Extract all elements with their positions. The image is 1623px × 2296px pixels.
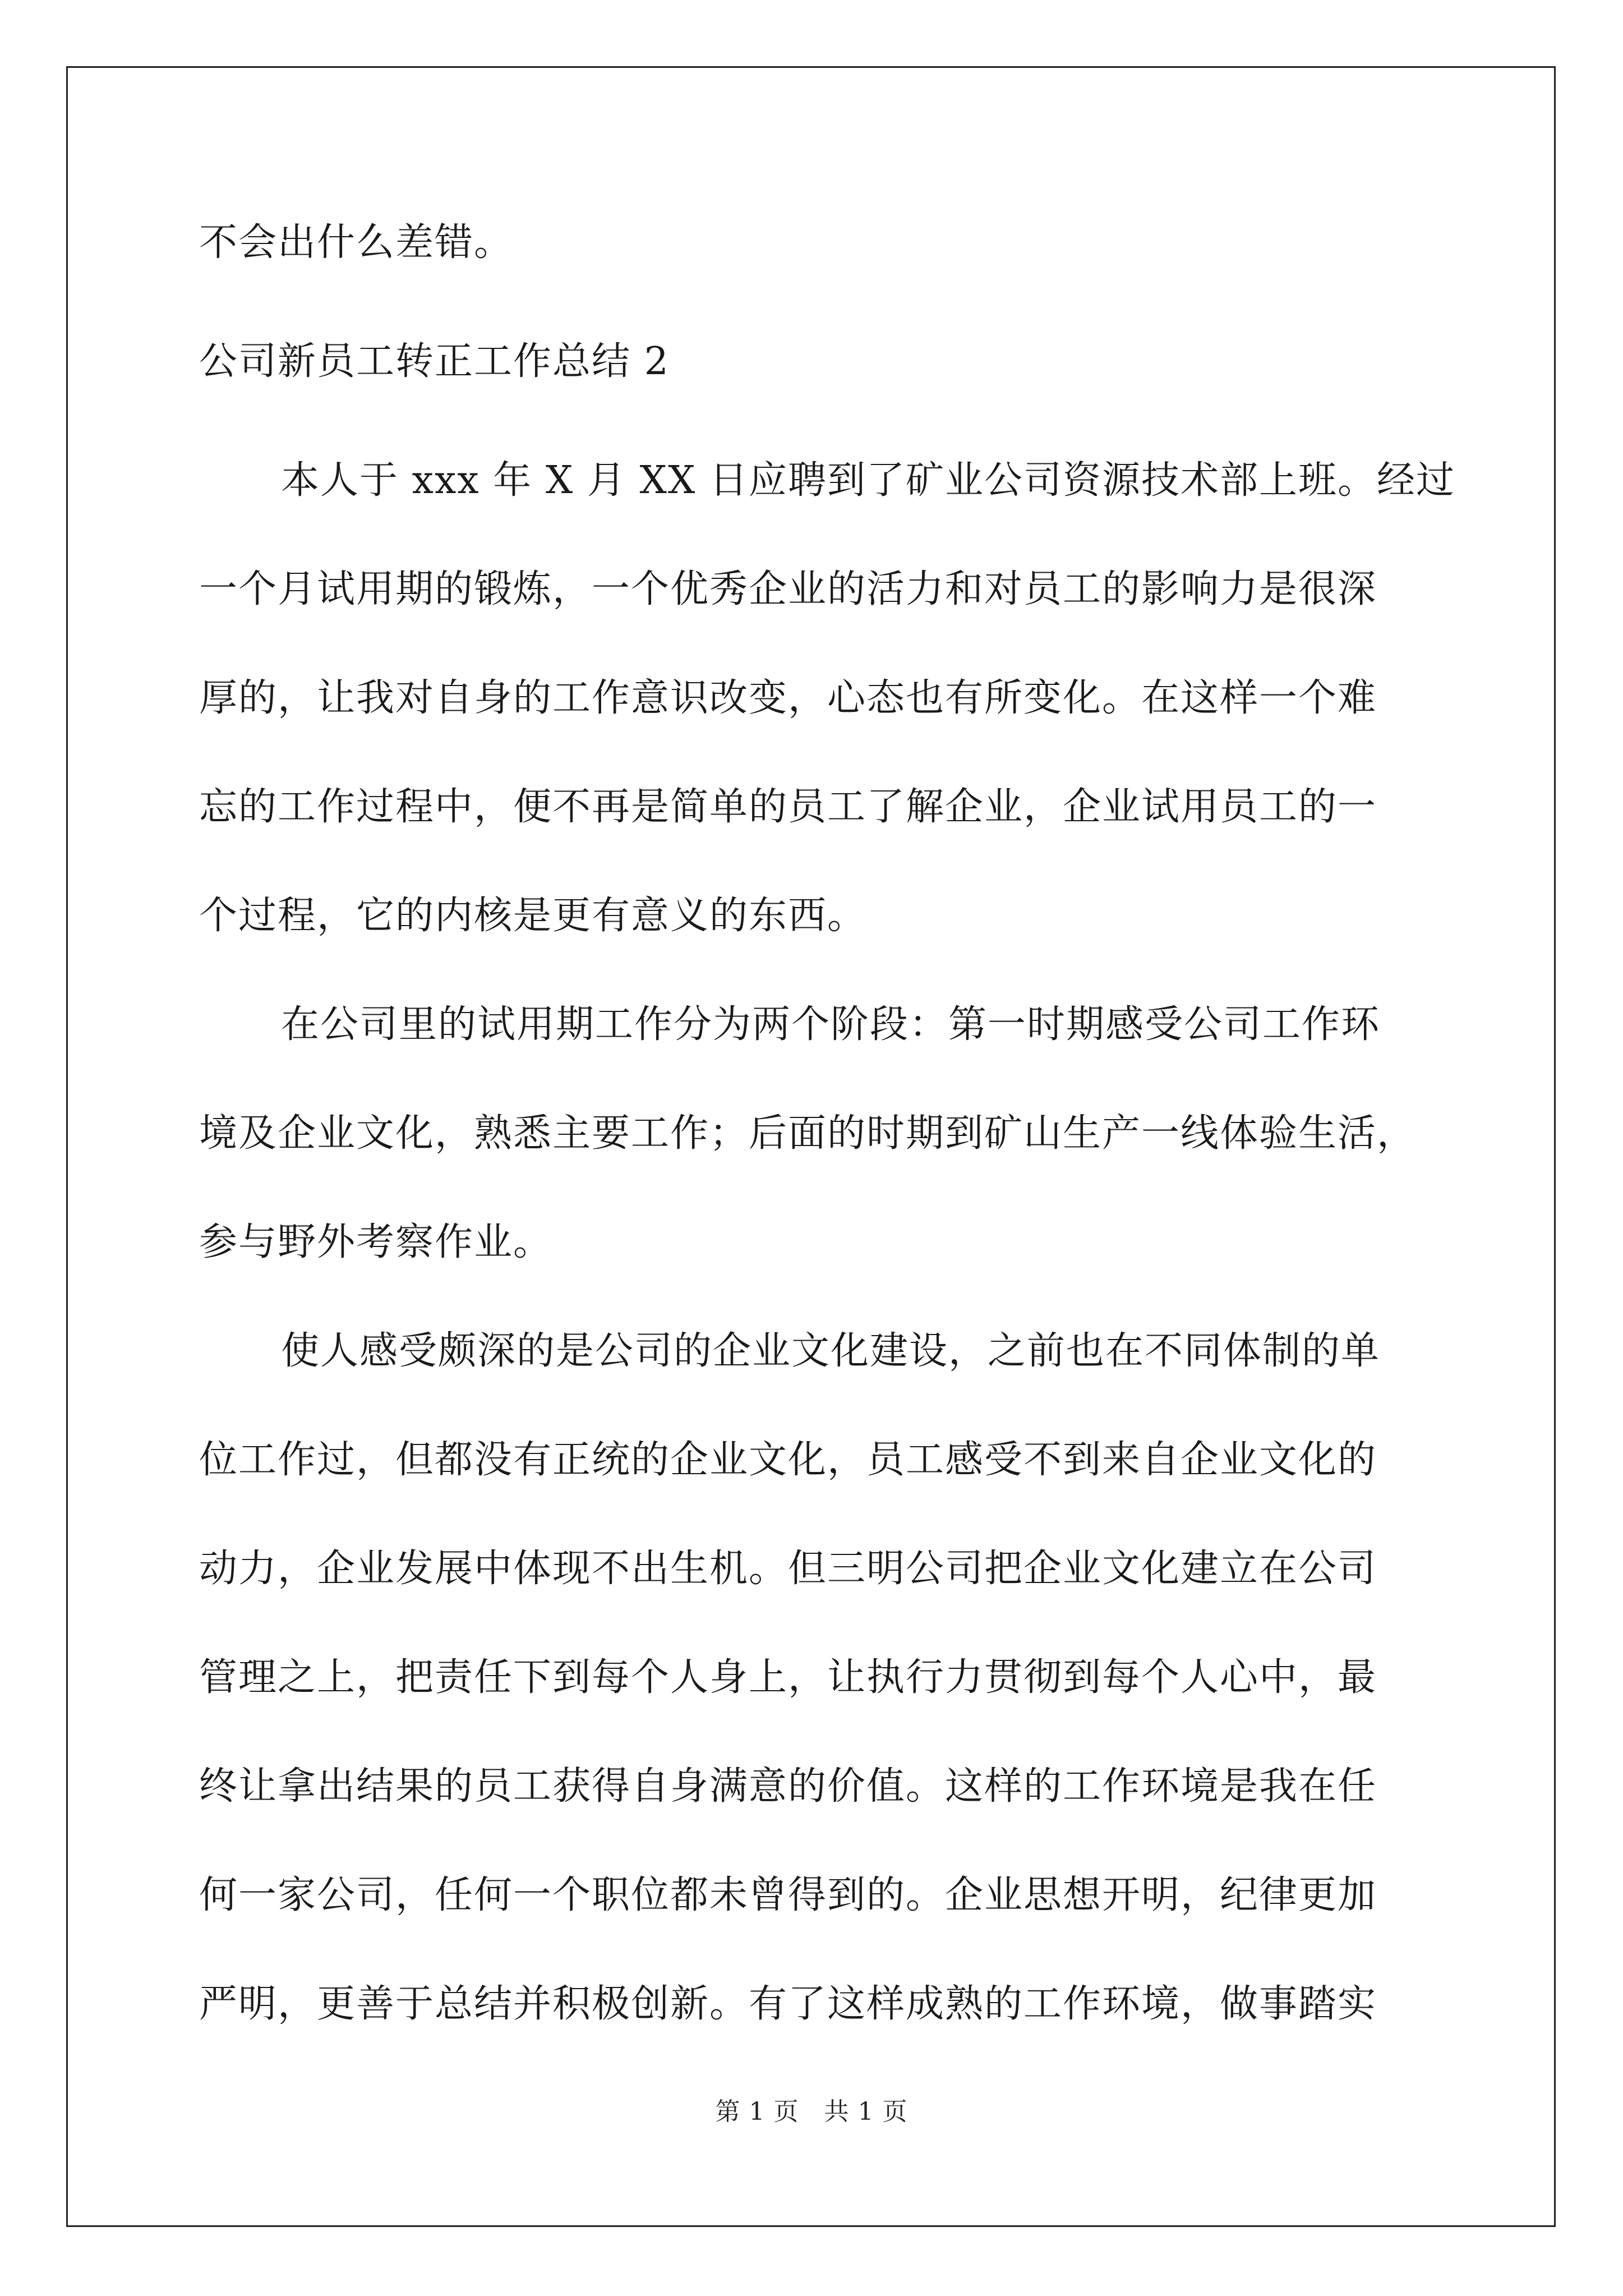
paragraph-line: 忘的工作过程中，便不再是简单的员工了解企业，企业试用员工的一 (199, 785, 1377, 829)
paragraph-line: 在公司里的试用期工作分为两个阶段：第一时期感受公司工作环 (281, 1002, 1381, 1047)
paragraph-line: 个过程，它的内核是更有意义的东西。 (199, 894, 867, 938)
paragraph-line: 使人感受颇深的是公司的企业文化建设，之前也在不同体制的单 (281, 1329, 1381, 1373)
paragraph-line: 位工作过，但都没有正统的企业文化，员工感受不到来自企业文化的 (199, 1438, 1377, 1482)
paragraph-1 (199, 454, 1455, 943)
document-body (199, 216, 1455, 2031)
paragraph-line: 动力，企业发展中体现不出生机。但三明公司把企业文化建立在公司 (199, 1547, 1377, 1591)
section-heading: 公司新员工转正工作总结 2 (199, 339, 670, 384)
paragraph-line: 何一家公司，任何一个职位都未曾得到的。企业思想开明，纪律更加 (199, 1873, 1377, 1917)
paragraph-line: 境及企业文化，熟悉主要工作；后面的时期到矿山生产一线体验生活， (199, 1111, 1417, 1156)
paragraph-line: 厚的，让我对自身的工作意识改变，心态也有所变化。在这样一个难 (199, 676, 1377, 720)
paragraph-line: 本人于 xxx 年 X 月 XX 日应聘到了矿业公司资源技术部上班。经过 (281, 458, 1455, 503)
paragraph-line: 严明，更善于总结并积极创新。有了这样成熟的工作环境，做事踏实 (199, 1982, 1377, 2026)
paragraph-2 (199, 998, 1433, 1269)
paragraph-3 (199, 1324, 1433, 2031)
paragraph-line: 终让拿出结果的员工获得自身满意的价值。这样的工作环境是我在任 (199, 1764, 1377, 1809)
paragraph-line: 管理之上，把责任下到每个人身上，让执行力贯彻到每个人心中，最 (199, 1655, 1377, 1700)
paragraph-line: 一个月试用期的锻炼，一个优秀企业的活力和对员工的影响力是很深 (199, 567, 1377, 611)
page-footer: 第 1 页 共 1 页 (715, 2097, 908, 2126)
paragraph-line: 参与野外考察作业。 (199, 1220, 553, 1264)
continuation-line: 不会出什么差错。 (199, 220, 514, 265)
